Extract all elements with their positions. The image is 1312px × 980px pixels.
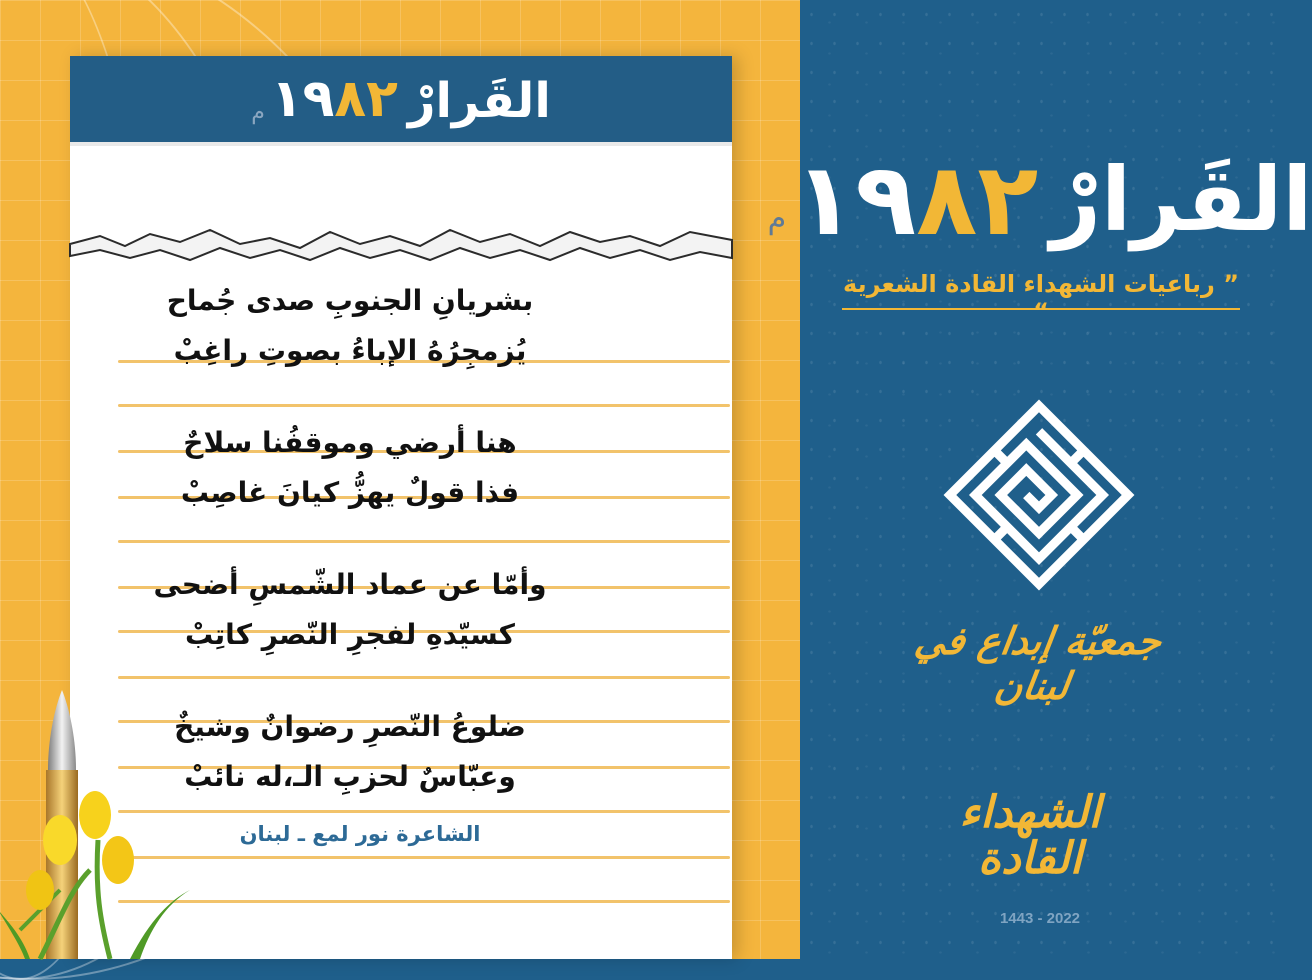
verse: فذا قولٌ يهزُّ كيانَ غاصِبْ bbox=[180, 476, 520, 509]
title-year-digits: ١٩٨٢ bbox=[270, 69, 398, 129]
subtitle: ” رباعيات الشهداء القادة الشعرية “ bbox=[842, 266, 1240, 310]
main-title bbox=[767, 141, 1312, 258]
years-label: 1443 - 2022 bbox=[999, 910, 1081, 927]
title-year bbox=[271, 69, 398, 129]
stanza bbox=[100, 276, 600, 376]
title-word: القَرارْ bbox=[407, 73, 551, 129]
poet-credit: الشاعرة نور لمع ـ لبنان bbox=[239, 822, 481, 846]
organization-logo: جمعيّة إبداع في لبنان bbox=[911, 618, 1165, 708]
verse: وعبّاسٌ لحزبِ الـ،له نائبْ bbox=[184, 760, 516, 793]
main-title-word: القَرارْ bbox=[1050, 148, 1312, 251]
verse: كسيّدهِ لفجرِ النّصرِ كاتِبْ bbox=[185, 618, 515, 651]
verse: بشريانِ الجنوبِ صدى جُماح bbox=[166, 284, 534, 317]
verse: هنا أرضي وموقفُنا سلاحٌ bbox=[183, 426, 517, 459]
stanza bbox=[100, 560, 600, 660]
leaders-logo: الشهداء القادة bbox=[959, 787, 1101, 884]
title-year-suffix: م bbox=[251, 100, 265, 125]
main-title-year-suffix: م bbox=[767, 201, 787, 236]
card-header bbox=[70, 56, 732, 146]
main-title-year: ١٩٨٢ bbox=[794, 141, 1039, 258]
verse: يُزمجِرُهُ الإباءُ بصوتِ راغِبْ bbox=[173, 334, 527, 367]
verse: وأمّا عن عماد الشّمسِ أضحى bbox=[153, 568, 547, 601]
verse: ضلوعُ النّصرِ رضوانٌ وشيخٌ bbox=[174, 710, 526, 743]
kufic-logo bbox=[944, 400, 1134, 590]
stanza bbox=[100, 418, 600, 518]
header-title bbox=[251, 69, 551, 129]
torn-paper-edge bbox=[70, 224, 732, 274]
tulips-bullet-decoration bbox=[0, 690, 200, 959]
